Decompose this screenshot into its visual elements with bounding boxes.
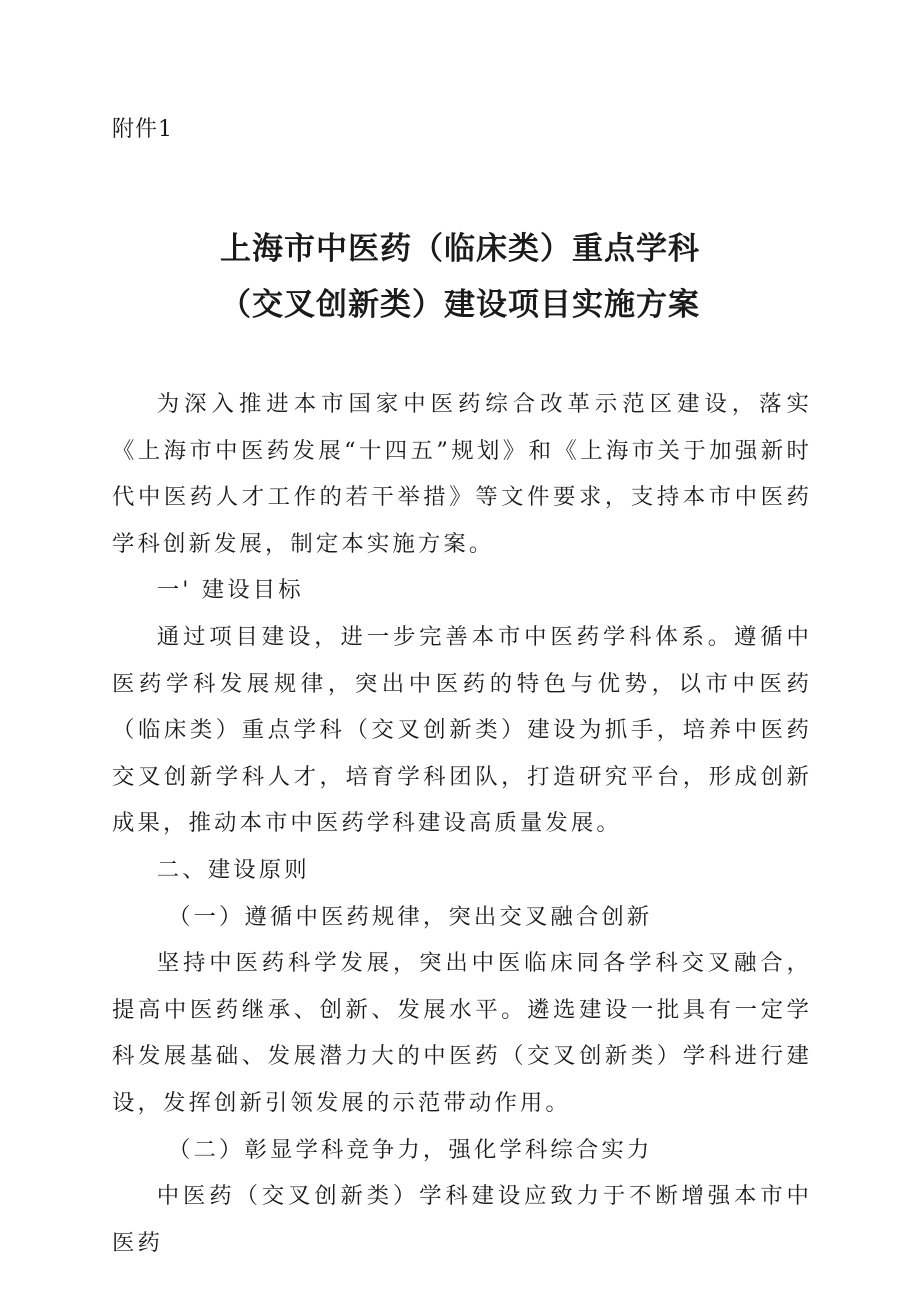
intro-paragraph: 为深入推进本市国家中医药综合改革示范区建设，落实《上海市中医药发展“十四五”规划》和《上海市关于加强新时代中医药人才工作的若干举措》等文件要求，支持本市中医药学科创新发展，制定本实施方案。 — [112, 391, 812, 557]
subsection-heading-1: （一）遵循中医药规律，突出交叉融合创新 — [168, 903, 653, 930]
goals-paragraph: 通过项目建设，进一步完善本市中医药学科体系。遵循中医药学科发展规律，突出中医药的特色与优势，以市中医药（临床类）重点学科（交叉创新类）建设为抓手，培养中医药交叉创新学科人才，培育学科团队，打造研究平台，形成创新成果，推动本市中医药学科建设高质量发展。 — [112, 623, 812, 837]
document-body — [112, 381, 812, 1266]
section-heading-goals: 一' 建设目标 — [156, 577, 304, 604]
attachment-label: 附件1 — [112, 117, 173, 142]
principle-1-paragraph: 坚持中医药科学发展，突出中医临床同各学科交叉融合，提高中医药继承、创新、发展水平。遴选建设一批具有一定学科发展基础、发展潜力大的中医药（交叉创新类）学科进行建设，发挥创新引领发展的示范带动作用。 — [112, 950, 812, 1116]
subsection-heading-2: （二）彰显学科竞争力，强化学科综合实力 — [168, 1136, 653, 1163]
document-title-line-1: 上海市中医药（临床类）重点学科 — [220, 231, 700, 267]
section-heading-principles: 二、建设原则 — [156, 856, 310, 883]
principle-2-paragraph: 中医药（交叉创新类）学科建设应致力于不断增强本市中医药 — [112, 1183, 812, 1256]
document-title-line-2: （交叉创新类）建设项目实施方案 — [220, 287, 700, 323]
